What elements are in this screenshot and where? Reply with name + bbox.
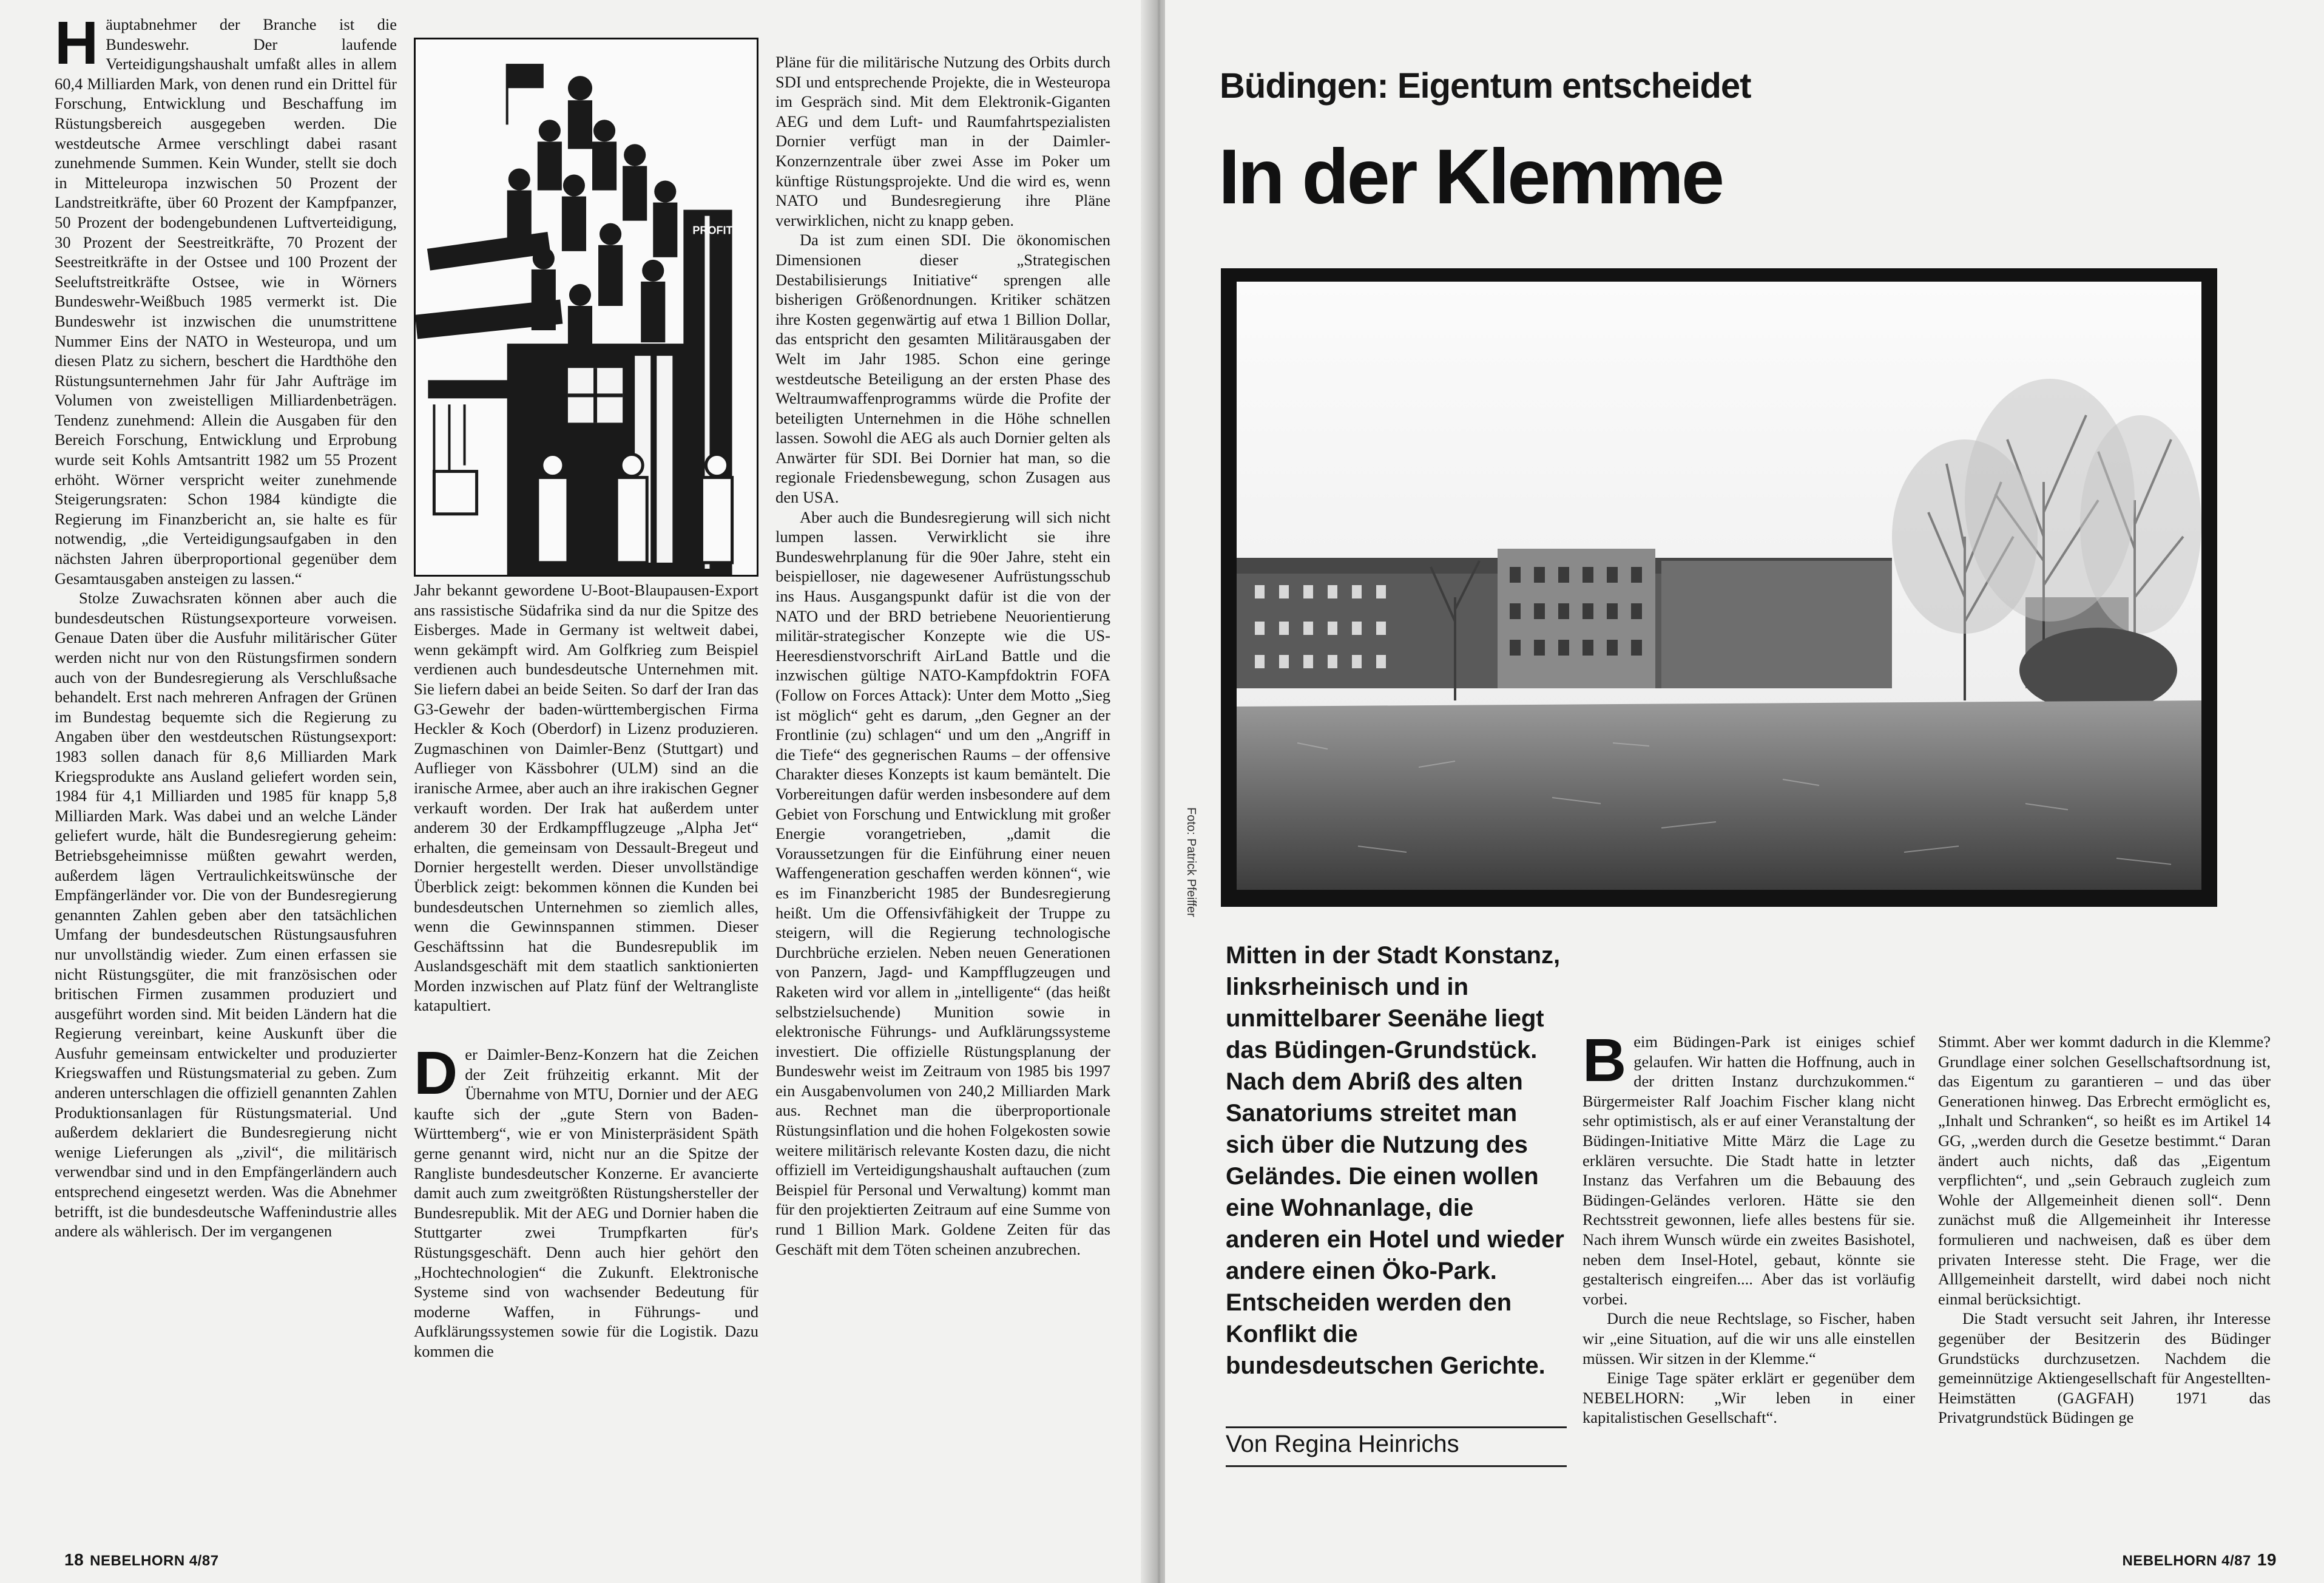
paragraph: Durch die neue Rechtslage, so Fischer, haben wir „eine Situation, auf die wir uns alle einstellen müssen. Wir sitzen in der Klemme.“: [1583, 1309, 1915, 1368]
buedingen-field-photo: [1237, 282, 2201, 890]
lead-paragraph: Mitten in der Stadt Konstanz, linksrheinisch und in unmittelbarer Seenähe liegt das Büdingen-Grundstück. Nach dem Abriß des alten Sanatoriums streitet man sich über die Nutzung des Geländes. Die einen wollen eine Wohnanlage, die anderen ein Hotel und wieder andere einen Öko-Park. Entscheiden werden den Konflikt die bundesdeutschen Gerichte.: [1226, 942, 1564, 1379]
paragraph: Stolze Zuwachsraten können aber auch die bundesdeutschen Rüstungsexporteure vorweisen. Genaue Daten über die Ausfuhr militärischer Güter werden nicht nur von den Rüstungsfirmen sondern auch von der Bundesregierung als Verschlußsache behandelt. Erst nach mehreren Anfragen der Grünen im Bundestag bequemte sich die Regierung zu Angaben über den westdeutschen Rüstungsexport: 1983 sollen danach für 8,6 Milliarden Mark Kriegsprodukte ans Ausland geliefert worden sein, 1984 für 4,1 Milliarden und 1985 für knapp 5,8 Milliarden Mark. Was dabei und an welche Länder geliefert wurde, hält die Bundesregierung geheim: Betriebsgeheimnisse müßten gewahrt werden, außerdem lägen Vertraulichkeitswünsche der Empfängerländer vor. Die von der Bundesregierung genannten Zahlen geben aber den tatsächlichen Umfang der bundesdeutschen Rüstungsausfuhren nur unvollständig wieder. Zum einen erfassen sie nicht Rüstungsgüter, die mit französischen oder britischen Firmen zusammen produziert und ausgeführt worden sind. Mit beiden Ländern hat die Regierung vereinbart, keine Auskunft über die Ausfuhr gemeinsam entwickelter und produzierter Kriegswaffen und Rüstungsmaterial zu geben. Zum anderen unterschlagen die offiziell genannten Zahlen Produktionsanlagen für Rüstungsmaterial. Und außerdem deklariert die Bundesregierung nicht wenige Lieferungen als „zivil“, die militärisch verwendbar sind und in den Empfängerländern auch entsprechend eingesetzt werden. Was die Abnehmer betrifft, ist die bundesdeutsche Waffenindustrie alles andere als wählerisch. Der im vergangenen: [55, 589, 397, 1241]
page-number: 18: [64, 1550, 84, 1569]
right-column-2: [1938, 1032, 2271, 1428]
paragraph: er Daimler-Benz-Konzern hat die Zeichen der Zeit frühzeitig erkannt. Mit der Übernahme von MTU, Dornier und der AEG kaufte sich der „gute Stern von Baden-Württemberg“, wie er von Ministerpräsident Späth gerne genannt wird, nicht nur an die Spitze der Rangliste bundesdeutscher Konzerne. Er avancierte damit auch zum zweitgrößten Rüstungshersteller der Bundesrepublik. Mit der AEG und Dornier haben die Stuttgarter zwei Trumpfkarten für's Rüstungsgeschäft. Denn auch hier gehört den „Hochtechnologien“ die Zukunft. Elektronische Systeme sind von wachsender Bedeutung für moderne Waffen, in Führungs- und Aufklärungssystemen sowie für die Logistik. Dazu kommen die: [414, 1045, 758, 1360]
paragraph: Stimmt. Aber wer kommt dadurch in die Klemme? Grundlage einer solchen Gesellschaftsordnung ist, das Eigentum zu garantieren – und das über Generationen hinweg. Das Erbrecht ermöglicht es, „Inhalt und Schranken“, so heißt es im Artikel 14 GG, „werden durch die Gesetze bestimmt.“ Daran ändert auch nichts, daß das „Eigentum verpflichten“, und „sein Gebrauch zugleich zum Wohle der Allgemeinheit dienen soll“. Denn zunächst muß die Allgemeinheit ihr Interesse formulieren und nachweisen, daß es über dem privaten Interesse steht. Die Frage, wer die Alllgemeinheit darstellt, wird dabei noch nicht einmal berücksichtigt.: [1938, 1032, 2271, 1308]
left-column-1: [55, 9, 397, 1241]
dropcap-b: B: [1583, 1026, 1627, 1094]
author-rule-top: [1226, 1426, 1567, 1428]
dropcap-h: H: [55, 9, 99, 77]
paragraph: Die Stadt versucht seit Jahren, ihr Interesse gegenüber der Besitzerin des Büdinger Grundstücks durchzusetzen. Nachdem die gemeinnützige Aktiengesellschaft für Angestellten-Heimstätten (GAGFAH) 1971 das Privatgrundstück Büdingen ge: [1938, 1309, 2271, 1427]
left-page: [0, 0, 1153, 1583]
left-column-3: [775, 52, 1110, 1259]
svg-text:PROFIT: PROFIT: [692, 224, 733, 237]
author-rule-bottom: [1226, 1465, 1567, 1467]
right-page: [1165, 0, 2324, 1583]
woodcut-illustration: [414, 38, 758, 577]
page-number: 19: [2257, 1550, 2277, 1569]
magazine-name: NEBELHORN 4/87: [90, 1553, 219, 1569]
paragraph: Einige Tage später erklärt er gegenüber dem NEBELHORN: „Wir leben in einer kapitalistischen Gesellschaft“.: [1583, 1369, 1915, 1427]
photo: [1221, 268, 2217, 907]
dropcap-d: D: [414, 1039, 458, 1108]
paragraph: äuptabnehmer der Branche ist die Bundeswehr. Der laufende Verteidigungshaushalt umfaßt alles in allem 60,4 Milliarden Mark, von denen rund ein Drittel für Forschung, Entwicklung und Beschaffung im Rüstungsbereich ausgegeben werden. Die westdeutsche Armee verschlingt dabei rasant zunehmende Summen. Kein Wunder, stellt sie doch in Mitteleuropa inzwischen 50 Prozent der Landstreitkräfte, über 60 Prozent der Kampfpanzer, 50 Prozent der bodengebundenen Luftverteidigung, 30 Prozent der Seestreitkräfte, 70 Prozent der Seestreitkräfte in der Ostsee und 100 Prozent der Seeluftstreitkräfte Ostsee, wie in Wörners Bundeswehr-Weißbuch 1985 vermerkt ist. Die Bundeswehr ist inzwischen die unumstrittene Nummer Eins der NATO in Westeuropa, und um diesen Platz zu sichern, beschert die Hardthöhe den Rüstungsunternehmen Jahr für Jahr Aufträge im Volumen von zweistelligen Milliardenbeträgen. Tendenz zunehmend: Allein die Ausgaben für den Bereich Forschung, Entwicklung und Erprobung wurde seit Kohls Amtsantritt 1982 um 55 Prozent erhöht. Wörner verspricht weiter zunehmende Steigerungsraten: Schon 1984 kündigte die Regierung im Finanzbericht an, sie halte es für notwendig, „die Verteidigungsaufgaben in den nächsten Jahren überproportional gegenüber dem Gesamtausgaben ansteigen zu lassen.“: [55, 15, 397, 588]
left-column-2: [414, 580, 758, 1361]
paragraph: Aber auch die Bundesregierung will sich nicht lumpen lassen. Verwirklicht sie ihre Bundeswehrplanung für die 90er Jahre, steht ein beispielloser, nie dagewesener Aufrüstungsschub ins Haus. Ausgangspunkt dafür ist die von der NATO und der BRD betriebene Neuorientierung militär-strategischer Konzepte wie die US-Heeresdienstvorschrift AirLand Battle und die inzwischen gültige NATO-Kampfdoktrin FOFA (Follow on Forces Attack): Unter dem Motto „Sieg ist möglich“ geht es darum, „den Gegner an der Frontlinie (zu) schlagen“ und um den „Angriff in die Tiefe“ des gegnerischen Raums – der offensive Charakter dieses Konzepts ist kaum bemäntelt. Die Vorbereitungen dafür werden insbesondere auf dem Gebiet von Forschung und Entwicklung mit großer Energie vorangetrieben, „damit die Voraussetzungen für die Einführung einer neuen Waffengeneration geschaffen werden können“, wie es im Finanzbericht 1985 der Bundesregierung heißt. Um die Offensivfähigkeit der Truppe zu steigern, will die Regierung technologische Durchbrüche erzielen. Neben neuen Generationen von Panzern, Jagd- und Kampfflugzeugen und Raketen wird vor allem in „intelligente“ (das heißt selbstzielsuchende) Munition sowie in elektronische Führungs- und Aufklärungssysteme investiert. Die offizielle Rüstungsplanung der Bundeswehr weist im Zeitraum von 1985 bis 1997 ein Ausgabenvolumen von 240,2 Milliarden Mark aus. Rechnet man die überproportionale Rüstungsinflation und die hohen Folgekosten sowie weitere militärisch relevante Kosten dazu, die nicht offiziell im Verteidigungshaushalt auftauchen (zum Beispiel für Personal und Verwaltung) kommt man für den projektierten Zeitraum auf eine Summe von rund 1 Billion Mark. Goldene Zeiten für das Geschäft mit dem Töten scheinen anzubrechen.: [775, 507, 1110, 1258]
photo-credit: Foto: Patrick Pfeiffer: [1184, 807, 1198, 917]
author-byline: Von Regina Heinrichs: [1226, 1431, 1459, 1457]
left-folio: [58, 1550, 219, 1570]
military-industry-illustration: [416, 39, 757, 575]
right-folio: [2122, 1550, 2283, 1570]
kicker: Büdingen: Eigentum entscheidet: [1220, 66, 1751, 106]
magazine-name: NEBELHORN 4/87: [2122, 1553, 2251, 1569]
paragraph: eim Büdingen-Park ist einiges schief gelaufen. Wir hatten die Hoffnung, auch in der dritten Instanz durchzukommen.“ Bürgermeister Ralf Joachim Fischer klang nicht sehr optimistisch, als er auf einer Veranstaltung der Büdingen-Initiative Mitte März die Lage zu erklären versuchte. Die Stadt hatte in letzter Instanz das Verfahren um die Bebauung des Büdingen-Geländes verloren. Hätte sie den Rechtsstreit gewonnen, liefe alles bestens für sie. Nach ihrem Wunsch würde ein zweites Basishotel, neben dem Insel-Hotel, gebaut, könnte sie gestalterisch eingreifen.... Aber das ist vorläufig vorbei.: [1583, 1032, 1915, 1308]
paragraph: Pläne für die militärische Nutzung des Orbits durch SDI und entsprechende Projekte, die in Westeuropa im Gespräch sind. Mit dem Elektronik-Giganten AEG und dem Luft- und Raumfahrtspezialisten Dornier verfügt man in der Daimler-Konzernzentrale über zwei Asse im Poker um künftige Rüstungsprojekte. Und die wird es, wenn NATO und Bundesregierung ihre Pläne verwirklichen, nicht zu knapp geben.: [775, 53, 1110, 229]
paragraph: Jahr bekannt gewordene U-Boot-Blaupausen-Export ans rassistische Südafrika sind da nur die Spitze des Eisberges. Made in Germany ist weltweit dabei, wenn gekämpft wird. Am Golfkrieg zum Beispiel verdienen auch bundesdeutsche Unternehmen mit. Sie liefern dabei an beide Seiten. So darf der Iran das G3-Gewehr der baden-württembergischen Firma Heckler & Koch (Oberdorf) in Lizenz produzieren. Zugmaschinen von Daimler-Benz (Stuttgart) und Auflieger von Kässbohrer (ULM) sind an die iranische Armee, aber auch an ihre irakischen Gegner verkauft worden. Der Irak hat außerdem unter anderem 30 der Erdkampfflugzeuge „Alpha Jet“ erhalten, die gemeinsam von Dessault-Bregeut und Dornier hergestellt werden. Dieser unvollständige Überblick zeigt: bekommen können die Kunden bei bundesdeutschen Unternehmen so ziemlich alles, wenn die Gewinnspannen stimmen. Dieser Geschäftssinn hat die Bundesrepublik im Auslandsgeschäft mit dem staatlich sanktionierten Morden inzwischen auf Platz fünf der Weltrangliste katapultiert.: [414, 581, 759, 1015]
paragraph: Da ist zum einen SDI. Die ökonomischen Dimensionen dieser „Strategischen Destabilisierungs Initiative“ sprengen alle bisherigen Größenordnungen. Kritiker schätzen ihre Kosten gegenwärtig auf etwa 1 Billion Dollar, das entspricht den gesamten Militärausgaben der Welt im Jahr 1985. Schon eine geringe westdeutsche Beteiligung an der ersten Phase des Weltraumwaffenprogramms würde die Profite der beteiligten Unternehmen in die Höhe schnellen lassen. Sowohl die AEG als auch Dornier gelten als Anwärter für SDI. Bei Dornier hat man, so die regionale Friedensbewegung, schon Zusagen aus den USA.: [775, 231, 1110, 507]
headline: In der Klemme: [1218, 134, 1723, 220]
right-column-1: [1583, 1026, 1915, 1428]
